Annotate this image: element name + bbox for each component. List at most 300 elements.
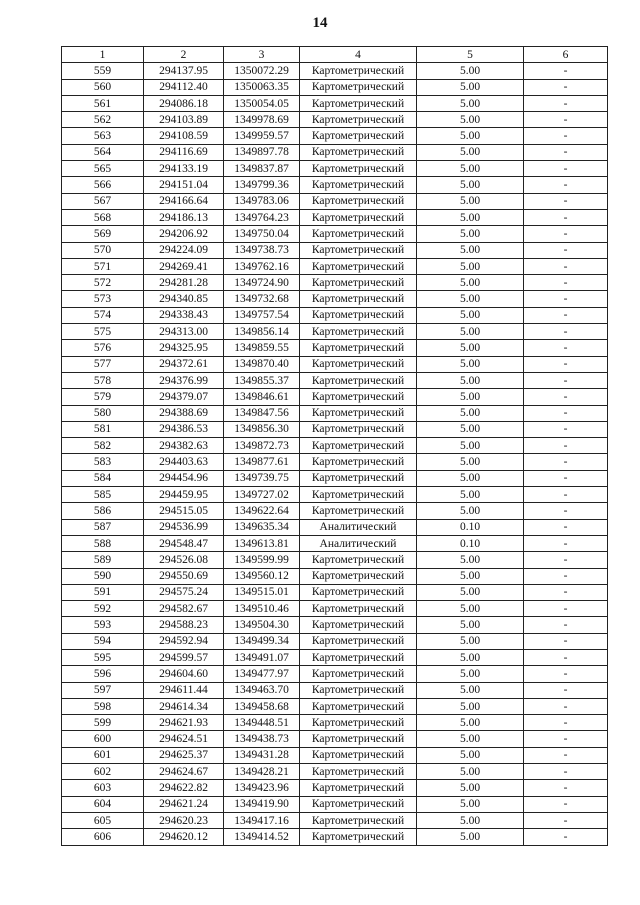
method-cell: Картометрический <box>300 454 417 470</box>
accuracy-cell: 5.00 <box>417 454 524 470</box>
point-number-cell: 596 <box>62 666 144 682</box>
point-number-cell: 567 <box>62 193 144 209</box>
header-row <box>62 47 608 63</box>
point-number-cell: 560 <box>62 79 144 95</box>
point-number-cell: 565 <box>62 161 144 177</box>
x-coordinate-cell: 294386.53 <box>144 421 224 437</box>
x-coordinate-cell: 294526.08 <box>144 552 224 568</box>
y-coordinate-cell: 1350072.29 <box>224 63 300 79</box>
x-coordinate-cell: 294620.23 <box>144 812 224 828</box>
method-cell: Картометрический <box>300 682 417 698</box>
table-row <box>62 275 608 291</box>
y-coordinate-cell: 1349491.07 <box>224 649 300 665</box>
method-cell: Картометрический <box>300 421 417 437</box>
description-cell: - <box>524 405 608 421</box>
method-cell: Картометрический <box>300 324 417 340</box>
x-coordinate-cell: 294604.60 <box>144 666 224 682</box>
description-cell: - <box>524 226 608 242</box>
table-row <box>62 535 608 551</box>
table-row <box>62 193 608 209</box>
table-row <box>62 258 608 274</box>
y-coordinate-cell: 1349622.64 <box>224 503 300 519</box>
description-cell: - <box>524 584 608 600</box>
table-row <box>62 340 608 356</box>
table-row <box>62 291 608 307</box>
accuracy-cell: 5.00 <box>417 421 524 437</box>
y-coordinate-cell: 1349428.21 <box>224 764 300 780</box>
y-coordinate-cell: 1349877.61 <box>224 454 300 470</box>
y-coordinate-cell: 1349448.51 <box>224 715 300 731</box>
method-cell: Картометрический <box>300 144 417 160</box>
description-cell: - <box>524 617 608 633</box>
table-row <box>62 829 608 845</box>
table-row <box>62 487 608 503</box>
method-cell: Картометрический <box>300 764 417 780</box>
x-coordinate-cell: 294372.61 <box>144 356 224 372</box>
point-number-cell: 575 <box>62 324 144 340</box>
description-cell: - <box>524 372 608 388</box>
description-cell: - <box>524 601 608 617</box>
accuracy-cell: 5.00 <box>417 209 524 225</box>
description-cell: - <box>524 747 608 763</box>
point-number-cell: 576 <box>62 340 144 356</box>
y-coordinate-cell: 1349978.69 <box>224 112 300 128</box>
method-cell: Картометрический <box>300 747 417 763</box>
description-cell: - <box>524 177 608 193</box>
accuracy-cell: 5.00 <box>417 144 524 160</box>
accuracy-cell: 5.00 <box>417 731 524 747</box>
x-coordinate-cell: 294611.44 <box>144 682 224 698</box>
x-coordinate-cell: 294338.43 <box>144 307 224 323</box>
accuracy-cell: 5.00 <box>417 552 524 568</box>
method-cell: Картометрический <box>300 601 417 617</box>
y-coordinate-cell: 1349510.46 <box>224 601 300 617</box>
table-row <box>62 780 608 796</box>
method-cell: Картометрический <box>300 666 417 682</box>
table-row <box>62 747 608 763</box>
y-coordinate-cell: 1349783.06 <box>224 193 300 209</box>
point-number-cell: 564 <box>62 144 144 160</box>
method-cell: Картометрический <box>300 649 417 665</box>
description-cell: - <box>524 389 608 405</box>
y-coordinate-cell: 1349872.73 <box>224 438 300 454</box>
point-number-cell: 604 <box>62 796 144 812</box>
description-cell: - <box>524 63 608 79</box>
table-row <box>62 764 608 780</box>
accuracy-cell: 5.00 <box>417 617 524 633</box>
point-number-cell: 584 <box>62 470 144 486</box>
point-number-cell: 581 <box>62 421 144 437</box>
y-coordinate-cell: 1349764.23 <box>224 209 300 225</box>
accuracy-cell: 0.10 <box>417 519 524 535</box>
description-cell: - <box>524 209 608 225</box>
method-cell: Картометрический <box>300 79 417 95</box>
accuracy-cell: 5.00 <box>417 258 524 274</box>
y-coordinate-cell: 1349438.73 <box>224 731 300 747</box>
point-number-cell: 579 <box>62 389 144 405</box>
accuracy-cell: 5.00 <box>417 324 524 340</box>
accuracy-cell: 5.00 <box>417 780 524 796</box>
method-cell: Картометрический <box>300 812 417 828</box>
table-row <box>62 79 608 95</box>
y-coordinate-cell: 1350054.05 <box>224 95 300 111</box>
accuracy-cell: 5.00 <box>417 812 524 828</box>
y-coordinate-cell: 1349847.56 <box>224 405 300 421</box>
table-row <box>62 503 608 519</box>
y-coordinate-cell: 1349732.68 <box>224 291 300 307</box>
y-coordinate-cell: 1349870.40 <box>224 356 300 372</box>
column-header-1: 1 <box>62 47 144 63</box>
description-cell: - <box>524 242 608 258</box>
accuracy-cell: 5.00 <box>417 796 524 812</box>
description-cell: - <box>524 682 608 698</box>
description-cell: - <box>524 812 608 828</box>
table-header <box>62 47 608 63</box>
point-number-cell: 605 <box>62 812 144 828</box>
description-cell: - <box>524 275 608 291</box>
y-coordinate-cell: 1349855.37 <box>224 372 300 388</box>
x-coordinate-cell: 294108.59 <box>144 128 224 144</box>
method-cell: Картометрический <box>300 389 417 405</box>
y-coordinate-cell: 1349560.12 <box>224 568 300 584</box>
x-coordinate-cell: 294592.94 <box>144 633 224 649</box>
accuracy-cell: 5.00 <box>417 95 524 111</box>
y-coordinate-cell: 1349837.87 <box>224 161 300 177</box>
description-cell: - <box>524 193 608 209</box>
table-row <box>62 519 608 535</box>
table-row <box>62 601 608 617</box>
point-number-cell: 597 <box>62 682 144 698</box>
description-cell: - <box>524 552 608 568</box>
x-coordinate-cell: 294515.05 <box>144 503 224 519</box>
y-coordinate-cell: 1349635.34 <box>224 519 300 535</box>
point-number-cell: 591 <box>62 584 144 600</box>
accuracy-cell: 5.00 <box>417 193 524 209</box>
x-coordinate-cell: 294186.13 <box>144 209 224 225</box>
y-coordinate-cell: 1349431.28 <box>224 747 300 763</box>
y-coordinate-cell: 1349750.04 <box>224 226 300 242</box>
accuracy-cell: 5.00 <box>417 63 524 79</box>
x-coordinate-cell: 294269.41 <box>144 258 224 274</box>
accuracy-cell: 5.00 <box>417 438 524 454</box>
point-number-cell: 595 <box>62 649 144 665</box>
description-cell: - <box>524 307 608 323</box>
x-coordinate-cell: 294206.92 <box>144 226 224 242</box>
description-cell: - <box>524 438 608 454</box>
description-cell: - <box>524 291 608 307</box>
point-number-cell: 566 <box>62 177 144 193</box>
description-cell: - <box>524 568 608 584</box>
x-coordinate-cell: 294622.82 <box>144 780 224 796</box>
point-number-cell: 559 <box>62 63 144 79</box>
accuracy-cell: 5.00 <box>417 829 524 845</box>
table-row <box>62 324 608 340</box>
method-cell: Картометрический <box>300 796 417 812</box>
y-coordinate-cell: 1349897.78 <box>224 144 300 160</box>
page-number: 14 <box>312 15 328 31</box>
accuracy-cell: 5.00 <box>417 161 524 177</box>
method-cell: Картометрический <box>300 470 417 486</box>
x-coordinate-cell: 294379.07 <box>144 389 224 405</box>
accuracy-cell: 5.00 <box>417 682 524 698</box>
table-row <box>62 421 608 437</box>
table-row <box>62 226 608 242</box>
point-number-cell: 606 <box>62 829 144 845</box>
point-number-cell: 578 <box>62 372 144 388</box>
point-number-cell: 587 <box>62 519 144 535</box>
point-number-cell: 574 <box>62 307 144 323</box>
description-cell: - <box>524 715 608 731</box>
accuracy-cell: 5.00 <box>417 405 524 421</box>
accuracy-cell: 5.00 <box>417 307 524 323</box>
accuracy-cell: 5.00 <box>417 503 524 519</box>
method-cell: Картометрический <box>300 568 417 584</box>
description-cell: - <box>524 95 608 111</box>
point-number-cell: 589 <box>62 552 144 568</box>
table-row <box>62 209 608 225</box>
table-row <box>62 242 608 258</box>
point-number-cell: 577 <box>62 356 144 372</box>
method-cell: Картометрический <box>300 209 417 225</box>
table-row <box>62 63 608 79</box>
x-coordinate-cell: 294340.85 <box>144 291 224 307</box>
table-row <box>62 698 608 714</box>
accuracy-cell: 5.00 <box>417 666 524 682</box>
column-header-6: 6 <box>524 47 608 63</box>
method-cell: Картометрический <box>300 161 417 177</box>
description-cell: - <box>524 128 608 144</box>
y-coordinate-cell: 1349739.75 <box>224 470 300 486</box>
description-cell: - <box>524 324 608 340</box>
y-coordinate-cell: 1349738.73 <box>224 242 300 258</box>
point-number-cell: 571 <box>62 258 144 274</box>
x-coordinate-cell: 294575.24 <box>144 584 224 600</box>
y-coordinate-cell: 1349458.68 <box>224 698 300 714</box>
table-row <box>62 161 608 177</box>
accuracy-cell: 5.00 <box>417 649 524 665</box>
x-coordinate-cell: 294116.69 <box>144 144 224 160</box>
method-cell: Картометрический <box>300 128 417 144</box>
table-row <box>62 470 608 486</box>
y-coordinate-cell: 1349423.96 <box>224 780 300 796</box>
table-row <box>62 666 608 682</box>
method-cell: Картометрический <box>300 372 417 388</box>
point-number-cell: 592 <box>62 601 144 617</box>
description-cell: - <box>524 780 608 796</box>
method-cell: Картометрический <box>300 291 417 307</box>
method-cell: Картометрический <box>300 731 417 747</box>
point-number-cell: 570 <box>62 242 144 258</box>
method-cell: Картометрический <box>300 715 417 731</box>
description-cell: - <box>524 356 608 372</box>
accuracy-cell: 5.00 <box>417 601 524 617</box>
table-row <box>62 552 608 568</box>
table-row <box>62 405 608 421</box>
coordinates-table <box>61 46 608 846</box>
description-cell: - <box>524 258 608 274</box>
point-number-cell: 562 <box>62 112 144 128</box>
table-row <box>62 731 608 747</box>
method-cell: Аналитический <box>300 535 417 551</box>
x-coordinate-cell: 294621.24 <box>144 796 224 812</box>
table-row <box>62 617 608 633</box>
accuracy-cell: 5.00 <box>417 633 524 649</box>
table-row <box>62 144 608 160</box>
x-coordinate-cell: 294614.34 <box>144 698 224 714</box>
method-cell: Картометрический <box>300 340 417 356</box>
accuracy-cell: 5.00 <box>417 291 524 307</box>
method-cell: Картометрический <box>300 356 417 372</box>
x-coordinate-cell: 294137.95 <box>144 63 224 79</box>
method-cell: Картометрический <box>300 63 417 79</box>
accuracy-cell: 5.00 <box>417 128 524 144</box>
x-coordinate-cell: 294582.67 <box>144 601 224 617</box>
point-number-cell: 594 <box>62 633 144 649</box>
method-cell: Картометрический <box>300 552 417 568</box>
x-coordinate-cell: 294459.95 <box>144 487 224 503</box>
x-coordinate-cell: 294281.28 <box>144 275 224 291</box>
method-cell: Картометрический <box>300 258 417 274</box>
accuracy-cell: 5.00 <box>417 356 524 372</box>
column-header-4: 4 <box>300 47 417 63</box>
y-coordinate-cell: 1349856.30 <box>224 421 300 437</box>
method-cell: Картометрический <box>300 438 417 454</box>
table-body <box>62 63 608 845</box>
table-row <box>62 812 608 828</box>
table-row <box>62 128 608 144</box>
table-row <box>62 438 608 454</box>
y-coordinate-cell: 1349414.52 <box>224 829 300 845</box>
point-number-cell: 588 <box>62 535 144 551</box>
point-number-cell: 599 <box>62 715 144 731</box>
method-cell: Картометрический <box>300 503 417 519</box>
description-cell: - <box>524 519 608 535</box>
table-row <box>62 389 608 405</box>
point-number-cell: 600 <box>62 731 144 747</box>
method-cell: Картометрический <box>300 112 417 128</box>
accuracy-cell: 5.00 <box>417 242 524 258</box>
table-row <box>62 356 608 372</box>
point-number-cell: 603 <box>62 780 144 796</box>
x-coordinate-cell: 294403.63 <box>144 454 224 470</box>
description-cell: - <box>524 487 608 503</box>
description-cell: - <box>524 144 608 160</box>
method-cell: Картометрический <box>300 226 417 242</box>
y-coordinate-cell: 1350063.35 <box>224 79 300 95</box>
x-coordinate-cell: 294621.93 <box>144 715 224 731</box>
description-cell: - <box>524 535 608 551</box>
accuracy-cell: 5.00 <box>417 372 524 388</box>
description-cell: - <box>524 503 608 519</box>
x-coordinate-cell: 294454.96 <box>144 470 224 486</box>
table-row <box>62 682 608 698</box>
method-cell: Картометрический <box>300 584 417 600</box>
table-row <box>62 372 608 388</box>
point-number-cell: 573 <box>62 291 144 307</box>
x-coordinate-cell: 294588.23 <box>144 617 224 633</box>
description-cell: - <box>524 698 608 714</box>
y-coordinate-cell: 1349599.99 <box>224 552 300 568</box>
accuracy-cell: 5.00 <box>417 584 524 600</box>
method-cell: Картометрический <box>300 242 417 258</box>
description-cell: - <box>524 470 608 486</box>
table-row <box>62 112 608 128</box>
y-coordinate-cell: 1349463.70 <box>224 682 300 698</box>
accuracy-cell: 5.00 <box>417 764 524 780</box>
description-cell: - <box>524 796 608 812</box>
accuracy-cell: 5.00 <box>417 715 524 731</box>
table-row <box>62 568 608 584</box>
x-coordinate-cell: 294388.69 <box>144 405 224 421</box>
x-coordinate-cell: 294103.89 <box>144 112 224 128</box>
method-cell: Картометрический <box>300 487 417 503</box>
point-number-cell: 580 <box>62 405 144 421</box>
accuracy-cell: 5.00 <box>417 389 524 405</box>
accuracy-cell: 0.10 <box>417 535 524 551</box>
accuracy-cell: 5.00 <box>417 340 524 356</box>
x-coordinate-cell: 294224.09 <box>144 242 224 258</box>
x-coordinate-cell: 294376.99 <box>144 372 224 388</box>
point-number-cell: 563 <box>62 128 144 144</box>
accuracy-cell: 5.00 <box>417 112 524 128</box>
y-coordinate-cell: 1349959.57 <box>224 128 300 144</box>
y-coordinate-cell: 1349846.61 <box>224 389 300 405</box>
point-number-cell: 585 <box>62 487 144 503</box>
y-coordinate-cell: 1349762.16 <box>224 258 300 274</box>
x-coordinate-cell: 294112.40 <box>144 79 224 95</box>
method-cell: Картометрический <box>300 617 417 633</box>
point-number-cell: 602 <box>62 764 144 780</box>
description-cell: - <box>524 649 608 665</box>
method-cell: Картометрический <box>300 780 417 796</box>
method-cell: Картометрический <box>300 698 417 714</box>
x-coordinate-cell: 294536.99 <box>144 519 224 535</box>
description-cell: - <box>524 161 608 177</box>
x-coordinate-cell: 294325.95 <box>144 340 224 356</box>
point-number-cell: 586 <box>62 503 144 519</box>
y-coordinate-cell: 1349515.01 <box>224 584 300 600</box>
point-number-cell: 593 <box>62 617 144 633</box>
point-number-cell: 561 <box>62 95 144 111</box>
table-row <box>62 649 608 665</box>
x-coordinate-cell: 294620.12 <box>144 829 224 845</box>
method-cell: Аналитический <box>300 519 417 535</box>
point-number-cell: 568 <box>62 209 144 225</box>
x-coordinate-cell: 294133.19 <box>144 161 224 177</box>
x-coordinate-cell: 294086.18 <box>144 95 224 111</box>
accuracy-cell: 5.00 <box>417 698 524 714</box>
x-coordinate-cell: 294625.37 <box>144 747 224 763</box>
point-number-cell: 590 <box>62 568 144 584</box>
x-coordinate-cell: 294166.64 <box>144 193 224 209</box>
accuracy-cell: 5.00 <box>417 79 524 95</box>
y-coordinate-cell: 1349504.30 <box>224 617 300 633</box>
accuracy-cell: 5.00 <box>417 568 524 584</box>
point-number-cell: 601 <box>62 747 144 763</box>
point-number-cell: 583 <box>62 454 144 470</box>
column-header-5: 5 <box>417 47 524 63</box>
table-row <box>62 95 608 111</box>
description-cell: - <box>524 340 608 356</box>
table-row <box>62 454 608 470</box>
method-cell: Картометрический <box>300 177 417 193</box>
y-coordinate-cell: 1349727.02 <box>224 487 300 503</box>
y-coordinate-cell: 1349856.14 <box>224 324 300 340</box>
method-cell: Картометрический <box>300 275 417 291</box>
x-coordinate-cell: 294151.04 <box>144 177 224 193</box>
description-cell: - <box>524 764 608 780</box>
description-cell: - <box>524 112 608 128</box>
